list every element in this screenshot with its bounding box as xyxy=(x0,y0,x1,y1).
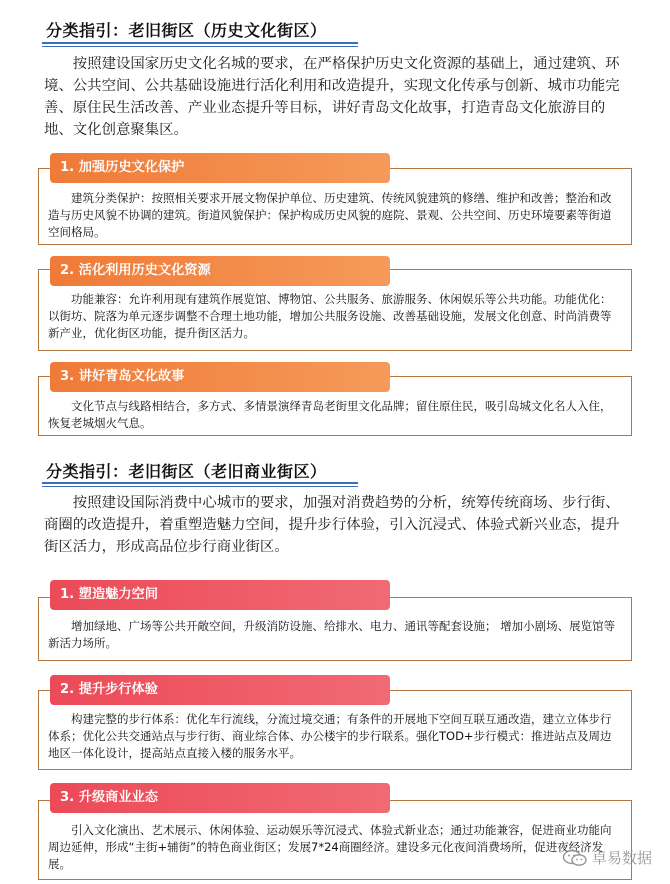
card-body: 建筑分类保护：按照相关要求开展文物保护单位、历史建筑、传统风貌建筑的修缮、维护和改善；整治和改造与历史风貌不协调的建筑。街道风貌保护：保护构成历史风貌的庭院、景观、公共空间、历史环境要素等街道空间格局。 xyxy=(48,191,612,239)
watermark xyxy=(562,847,652,868)
card-title-tab: 1. 加强历史文化保护 xyxy=(50,153,390,183)
wechat-icon xyxy=(562,849,588,867)
section-commercial-district xyxy=(0,450,670,884)
section-historic-district xyxy=(0,0,670,440)
card-title-tab: 3. 升级商业业态 xyxy=(50,783,390,813)
card-title-tab: 3. 讲好青岛文化故事 xyxy=(50,362,390,392)
title-underline xyxy=(42,42,358,47)
section-intro: 按照建设国家历史文化名城的要求，在严格保护历史文化资源的基础上，通过建筑、环境、公共空间、公共基础设施进行活化利用和改造提升，实现文化传承与创新、城市功能完善、原住民生活改善、产业业态提升等目标，讲好青岛文化故事，打造青岛文化旅游目的地、文化创意聚集区。 xyxy=(44,56,620,138)
card-title-tab: 2. 提升步行体验 xyxy=(50,675,390,705)
card-body: 引入文化演出、艺术展示、休闲体验、运动娱乐等沉浸式、体验式新业态；通过功能兼容，促进商业功能向周边延伸，形成“主街+辅街”的特色商业街区；发展7*24商圈经济。建设多元化夜间消费场所，促进夜经济发展。 xyxy=(48,823,612,871)
section-intro: 按照建设国际消费中心城市的要求，加强对消费趋势的分析，统筹传统商场、步行街、商圈的改造提升，着重塑造魅力空间，提升步行体验，引入沉浸式、体验式新兴业态，提升街区活力，形成高品位步行商业街区。 xyxy=(44,495,620,555)
card-body: 增加绿地、广场等公共开敞空间，升级消防设施、给排水、电力、通讯等配套设施； 增加小剧场、展览馆等新活力场所。 xyxy=(48,619,616,650)
section-title: 分类指引：老旧街区（历史文化街区） xyxy=(46,21,327,40)
card-body: 文化节点与线路相结合，多方式、多情景演绎青岛老街里文化品牌；留住原住民，吸引岛城文化名人入住，恢复老城烟火气息。 xyxy=(48,399,612,430)
section-title: 分类指引：老旧街区（老旧商业街区） xyxy=(46,462,327,481)
title-underline xyxy=(42,482,358,487)
watermark-text: 卓易数据 xyxy=(591,849,652,867)
card-body: 构建完整的步行体系：优化车行流线，分流过境交通；有条件的开展地下空间互联互通改造，建立立体步行体系；优化公共交通站点与步行街、商业综合体、办公楼宇的步行联系。强化TOD+步行模式：推进站点及周边地区一体化设计，提高站点直接入楼的服务水平。 xyxy=(48,712,612,760)
card-title-tab: 2. 活化利用历史文化资源 xyxy=(50,256,390,286)
card-body: 功能兼容：允许利用现有建筑作展览馆、博物馆、公共服务、旅游服务、休闲娱乐等公共功能。功能优化：以街坊、院落为单元逐步调整不合理土地功能，增加公共服务设施、改善基础设施，发展文化创意、时尚消费等新产业，优化街区功能，提升街区活力。 xyxy=(48,292,612,340)
card-title-tab: 1. 塑造魅力空间 xyxy=(50,580,390,610)
